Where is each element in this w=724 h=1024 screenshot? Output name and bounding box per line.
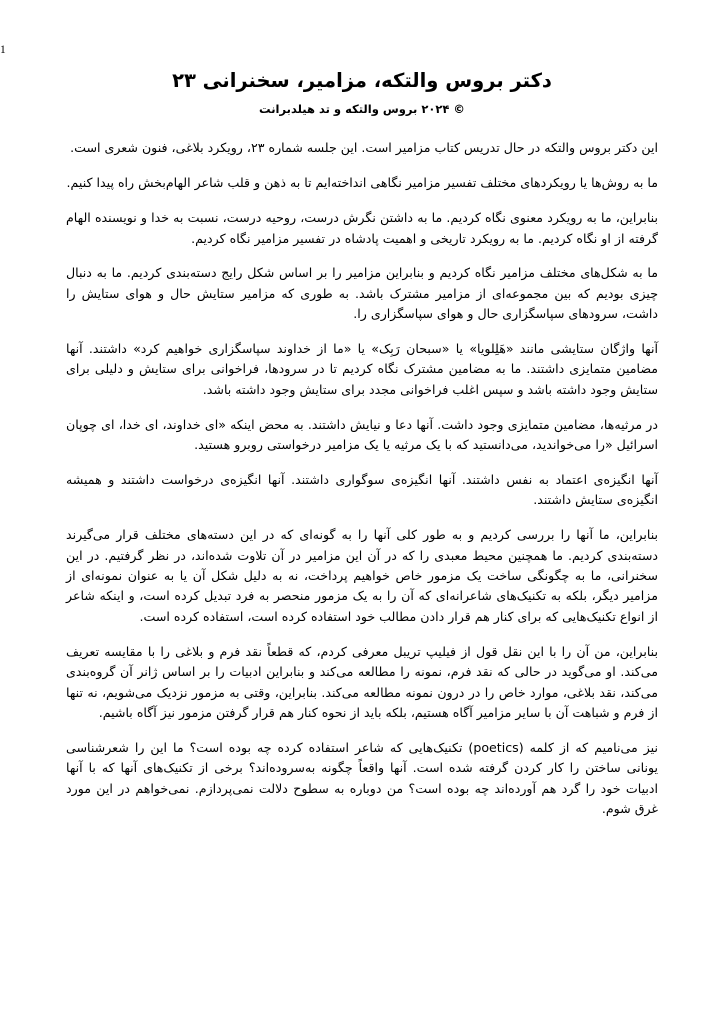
- document-body: [66, 138, 658, 819]
- paragraph: آنها انگیزه‌ی اعتماد به نفس داشتند. آنها انگیزه‌ی سوگواری داشتند. آنها انگیزه‌ی درخواست داشتند و همیشه انگیزه‌ی ستایش داشتند.: [66, 472, 658, 508]
- paragraph: بنابراین، من آن را با این نقل قول از فیلیپ تریبل معرفی کردم، که قطعاً نقد فرم و بلاغی را با مقایسه تعریف می‌کند. او می‌گوید در حالی که نقد فرم، نمونه را مطالعه می‌کند و بنابراین ادبیات را بر اساس ژانر آن گروه‌بندی می‌کند، نقد بلاغی، موارد خاص را در درون نمونه مطالعه می‌کند. بنابراین، وقتی به مزمور نزدیک می‌شویم، نه تنها از فرم و شباهت آن با سایر مزامیر آگاه هستیم، بلکه باید از نحوه کنار هم قرار گرفتن مزمور نیز آگاه باشیم.: [66, 643, 658, 720]
- paragraph: این دکتر بروس والتکه در حال تدریس کتاب مزامیر است. این جلسه شماره ۲۳، رویکرد بلاغی، فنون شعری است.: [70, 140, 658, 156]
- page-number: 1: [0, 44, 6, 56]
- paragraph: بنابراین، ما به رویکرد معنوی نگاه کردیم. ما به داشتن نگرش درست، روحیه درست، نسبت به خدا و نویسنده الهام گرفته از او نگاه کردیم. ما به رویکرد تاریخی و اهمیت پادشاه در تفسیر مزامیر نگاه کردیم.: [66, 210, 658, 246]
- paragraph: ما به شکل‌های مختلف مزامیر نگاه کردیم و بنابراین مزامیر را بر اساس شکل رایج دسته‌بندی کردیم. ما به دنبال چیزی بودیم که بین مجموعه‌ای از مزامیر مشترک باشد. به طوری که مزامیر ستایش حال و هوای ستایش را داشت، سرودهای سپاسگزاری حال و هوای سپاسگزاری را.: [66, 265, 658, 322]
- paragraph: در مرثیه‌ها، مضامین متمایزی وجود داشت. آنها دعا و نیایش داشتند. به محض اینکه «ای خداوند، ای خدا، ای چوپان اسرائیل «را می‌خواندید، می‌دانستید که با یک مرثیه یا یک مزامیر درخواستی روبرو هستید.: [66, 416, 658, 453]
- paragraph: بنابراین، ما آنها را بررسی کردیم و به طور کلی آنها را به گونه‌ای که در این دسته‌های مختلف قرار می‌گیرند دسته‌بندی کردیم. ما همچنین محیط معبدی را که در آن این مزامیر در آن تلاوت شده‌اند، در نظر گرفتیم. در این سخنرانی، ما به چگونگی ساخت یک مزمور خاص خواهیم پرداخت، نه به دلیل شکل آن یا به عنوان نمونه‌ای از مزامیر دیگر، بلکه به تکنیک‌های شاعرانه‌ای که آن را به یک مزمور منحصر به فرد تبدیل کرده است، و اینکه شاعر از انواع تکنیک‌هایی که برای کنار هم قرار دادن مطالب خود استفاده کرده است، استفاده کرده است.: [66, 527, 658, 624]
- paragraph: آنها واژگان ستایشی مانند «هَلِلویا» یا «سبحان رَبِک» یا «ما از خداوند سپاسگزاری خواهیم کرد» داشتند. آنها مضامین متمایزی داشتند. ما به مضامین مشترک نگاه کردیم تا در سرودها، فراخوانی برای ستایش و دلیلی برای ستایش وجود داشته باشد و سپس اغلب فراخوانی مجدد برای ستایش وجود داشته باشد.: [66, 341, 658, 397]
- paragraph: ما به روش‌ها یا رویکردهای مختلف تفسیر مزامیر نگاهی انداخته‌ایم تا به ذهن و قلب شاعر الهام‌بخش راه پیدا کنیم.: [66, 175, 658, 191]
- paragraph: نیز می‌نامیم که از کلمه (poetics) تکنیک‌هایی که شاعر استفاده کرده چه بوده است؟ ما این را شعرشناسی یونانی ساختن را کار کردن گرفته شده است. آنها واقعاً چگونه به‌سروده‌اند؟ برخی از تکنیک‌های آنها که با آنها ادبیات خود را گرد هم آورده‌اند چه بوده است؟ من دوباره به سطوح دلالت نمی‌پردازم. نمی‌خواهم در این مورد غرق شوم.: [66, 739, 658, 816]
- page-title: دکتر بروس والتکه، مزامیر، سخنرانی ۲۳: [172, 69, 552, 92]
- copyright-line: © ۲۰۲۴ بروس والتکه و تد هیلدبرانت: [259, 102, 465, 117]
